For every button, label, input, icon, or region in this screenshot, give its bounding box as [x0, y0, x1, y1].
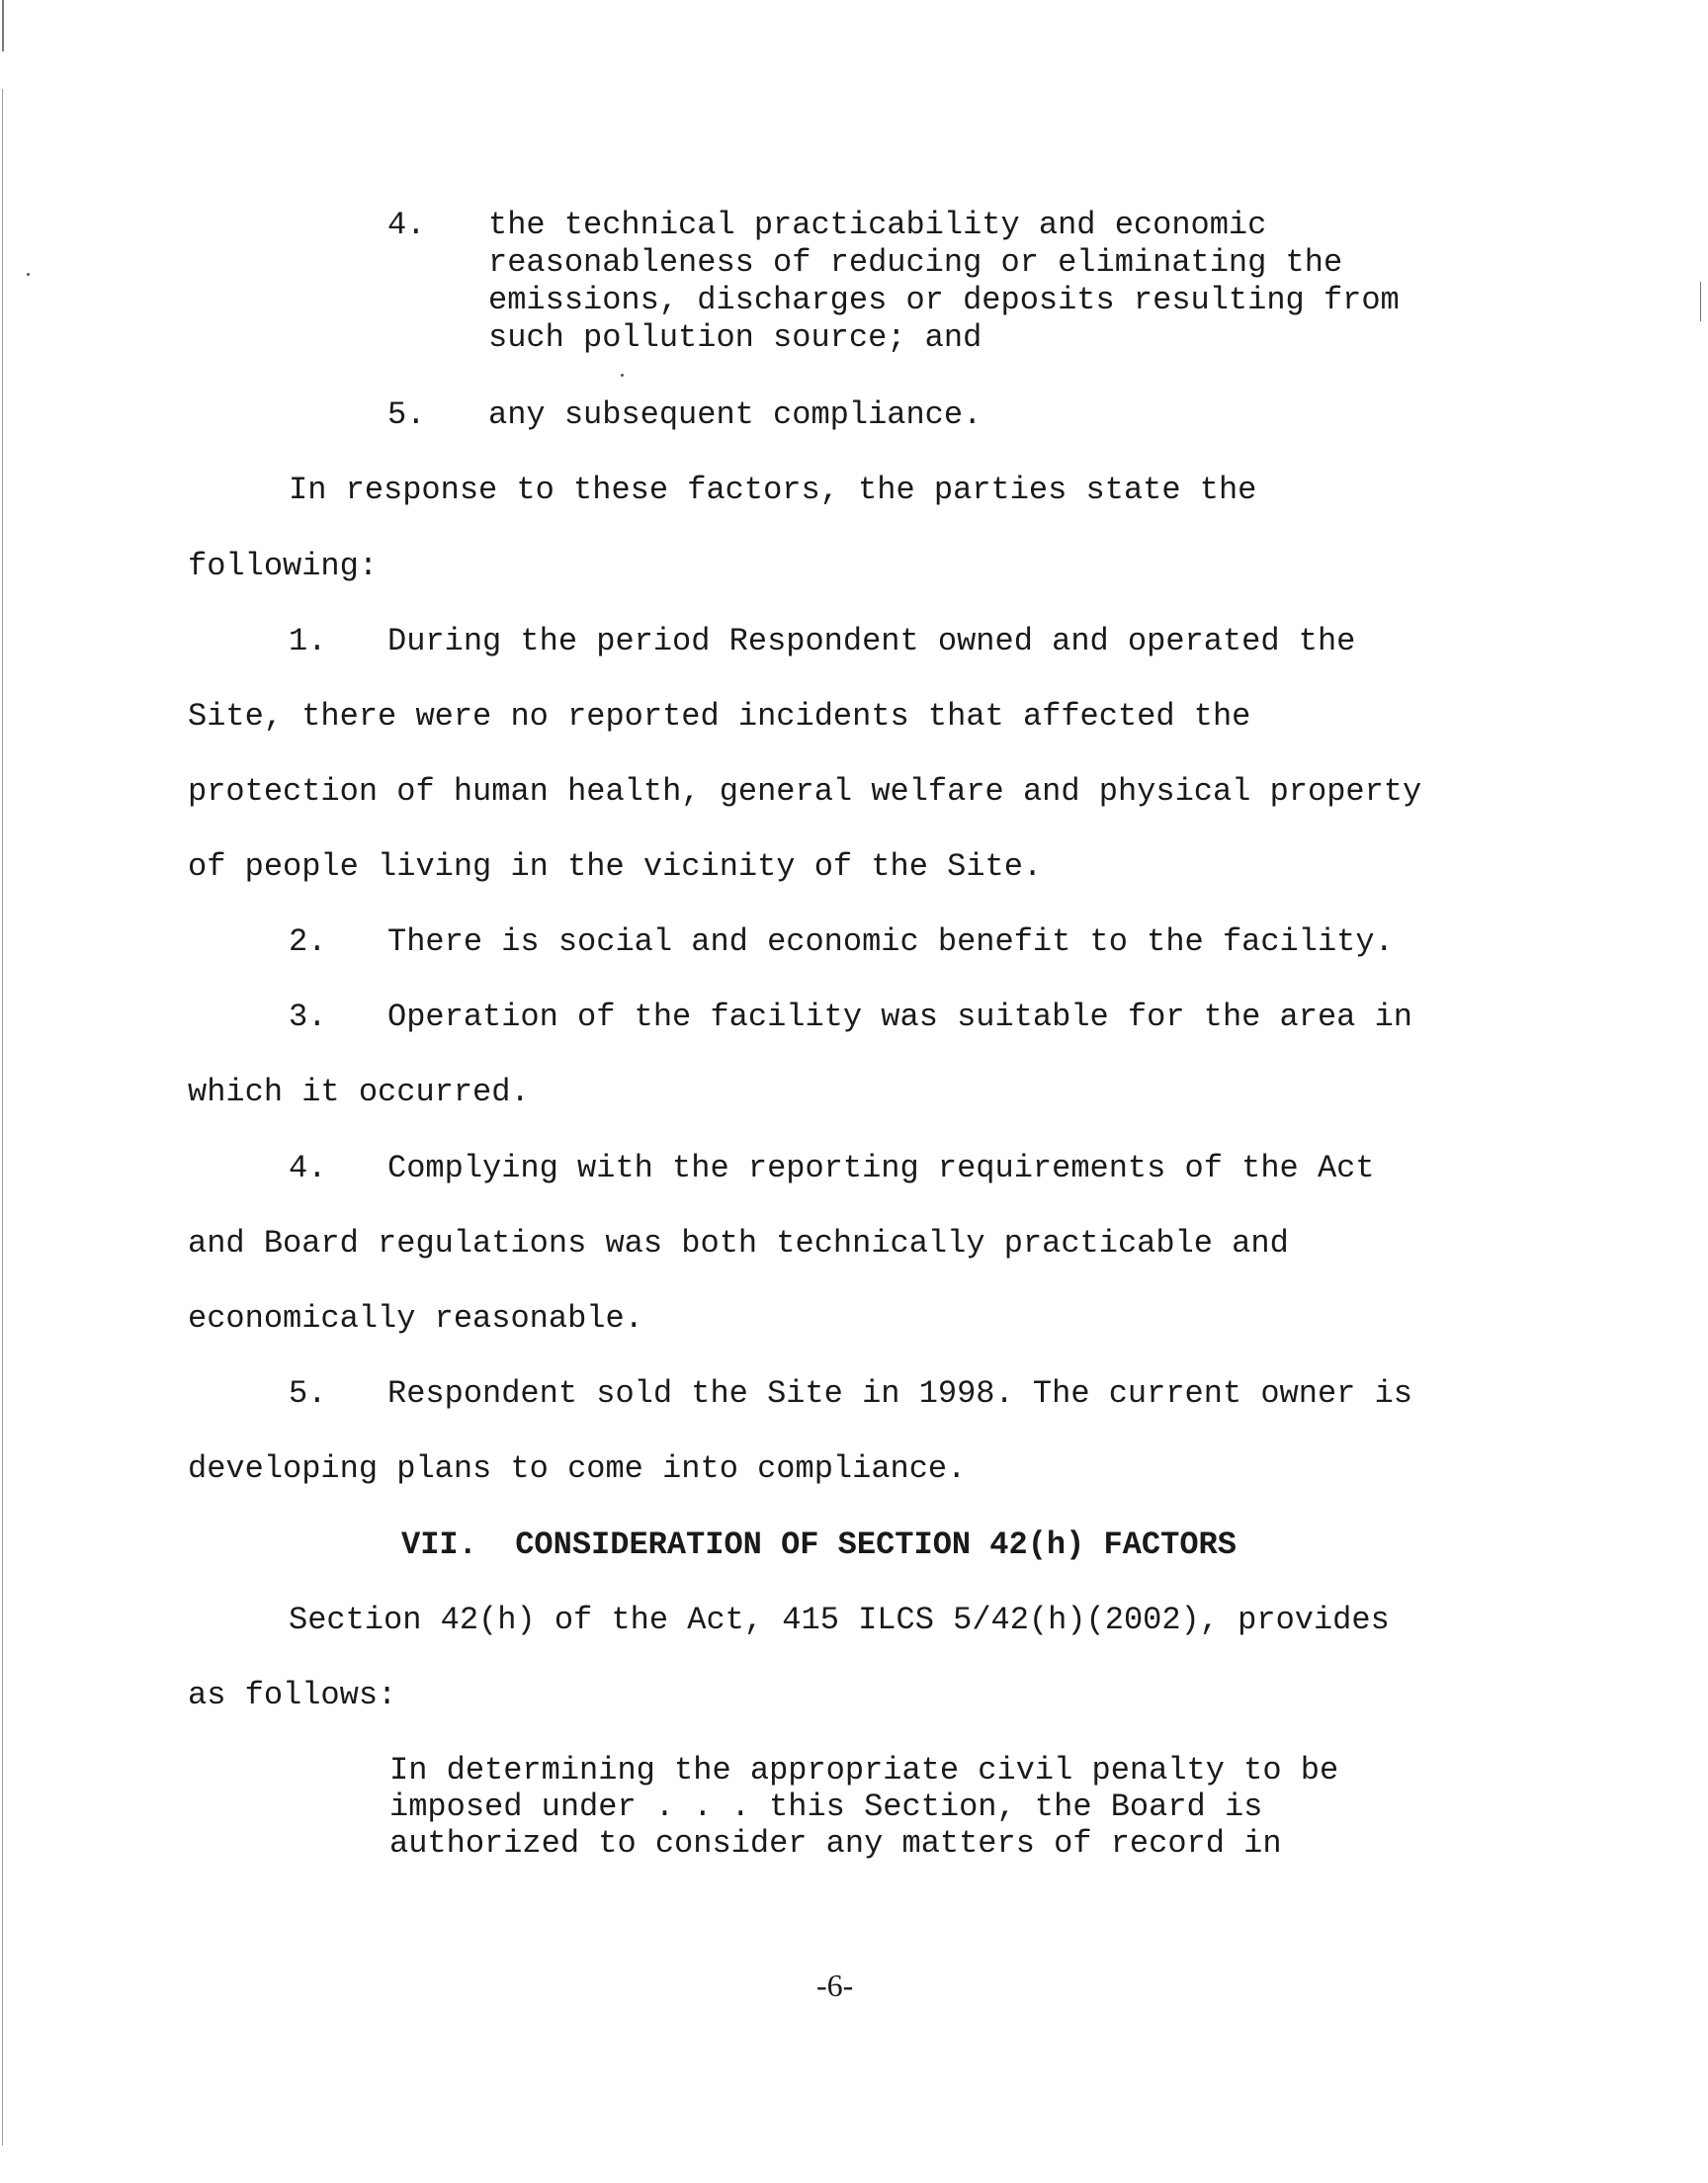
response-1-line-2: Site, there were no reported incidents that affected the: [188, 698, 1251, 735]
section-heading: VII. CONSIDERATION OF SECTION 42(h) FACTORS: [401, 1527, 1237, 1563]
scan-speck: [621, 374, 624, 377]
list-item-5-number: 5.: [387, 396, 426, 433]
list-item-4-line-1: the technical practicability and economic: [488, 207, 1267, 243]
scan-edge-line: [2, 89, 3, 2145]
list-item-4-line-3: emissions, discharges or deposits resulting from: [488, 282, 1400, 318]
list-item-4-line-2: reasonableness of reducing or eliminating the: [488, 244, 1343, 281]
response-1-line-4: of people living in the vicinity of the Site.: [188, 848, 1043, 885]
page-number: -6-: [816, 1967, 854, 2003]
block-quote-line-2: imposed under . . . this Section, the Board is: [389, 1789, 1263, 1825]
response-5-line-1: Respondent sold the Site in 1998. The current owner is: [387, 1375, 1412, 1412]
list-item-5-text: any subsequent compliance.: [488, 396, 982, 433]
scan-speck: [27, 273, 30, 276]
response-2-number: 2.: [289, 923, 327, 960]
block-quote-line-1: In determining the appropriate civil penalty to be: [389, 1752, 1339, 1789]
response-3-line-1: Operation of the facility was suitable for the area in: [387, 999, 1412, 1035]
response-3-number: 3.: [289, 999, 327, 1035]
section-intro-line-2: as follows:: [188, 1677, 397, 1713]
response-4-line-2: and Board regulations was both technically practicable and: [188, 1225, 1289, 1262]
response-1-line-3: protection of human health, general welfare and physical property: [188, 773, 1422, 810]
response-5-line-2: developing plans to come into compliance.: [188, 1450, 967, 1487]
scan-edge-mark-right: [1700, 282, 1701, 321]
response-1-number: 1.: [289, 623, 327, 659]
response-2-line-1: There is social and economic benefit to the facility.: [387, 923, 1394, 960]
response-4-number: 4.: [289, 1150, 327, 1186]
block-quote-line-3: authorized to consider any matters of record in: [389, 1825, 1282, 1862]
scan-edge-mark: [2, 0, 4, 51]
response-4-line-3: economically reasonable.: [188, 1300, 643, 1337]
response-5-number: 5.: [289, 1375, 327, 1412]
response-intro-line-1: In response to these factors, the parties state the: [289, 472, 1257, 508]
list-item-4-number: 4.: [387, 207, 426, 243]
response-4-line-1: Complying with the reporting requirements of the Act: [387, 1150, 1375, 1186]
response-3-line-2: which it occurred.: [188, 1074, 530, 1110]
response-intro-line-2: following:: [188, 548, 379, 584]
response-1-line-1: During the period Respondent owned and operated the: [387, 623, 1356, 659]
list-item-4-line-4: such pollution source; and: [488, 319, 982, 356]
section-intro-line-1: Section 42(h) of the Act, 415 ILCS 5/42(h)(2002), provides: [289, 1602, 1390, 1638]
